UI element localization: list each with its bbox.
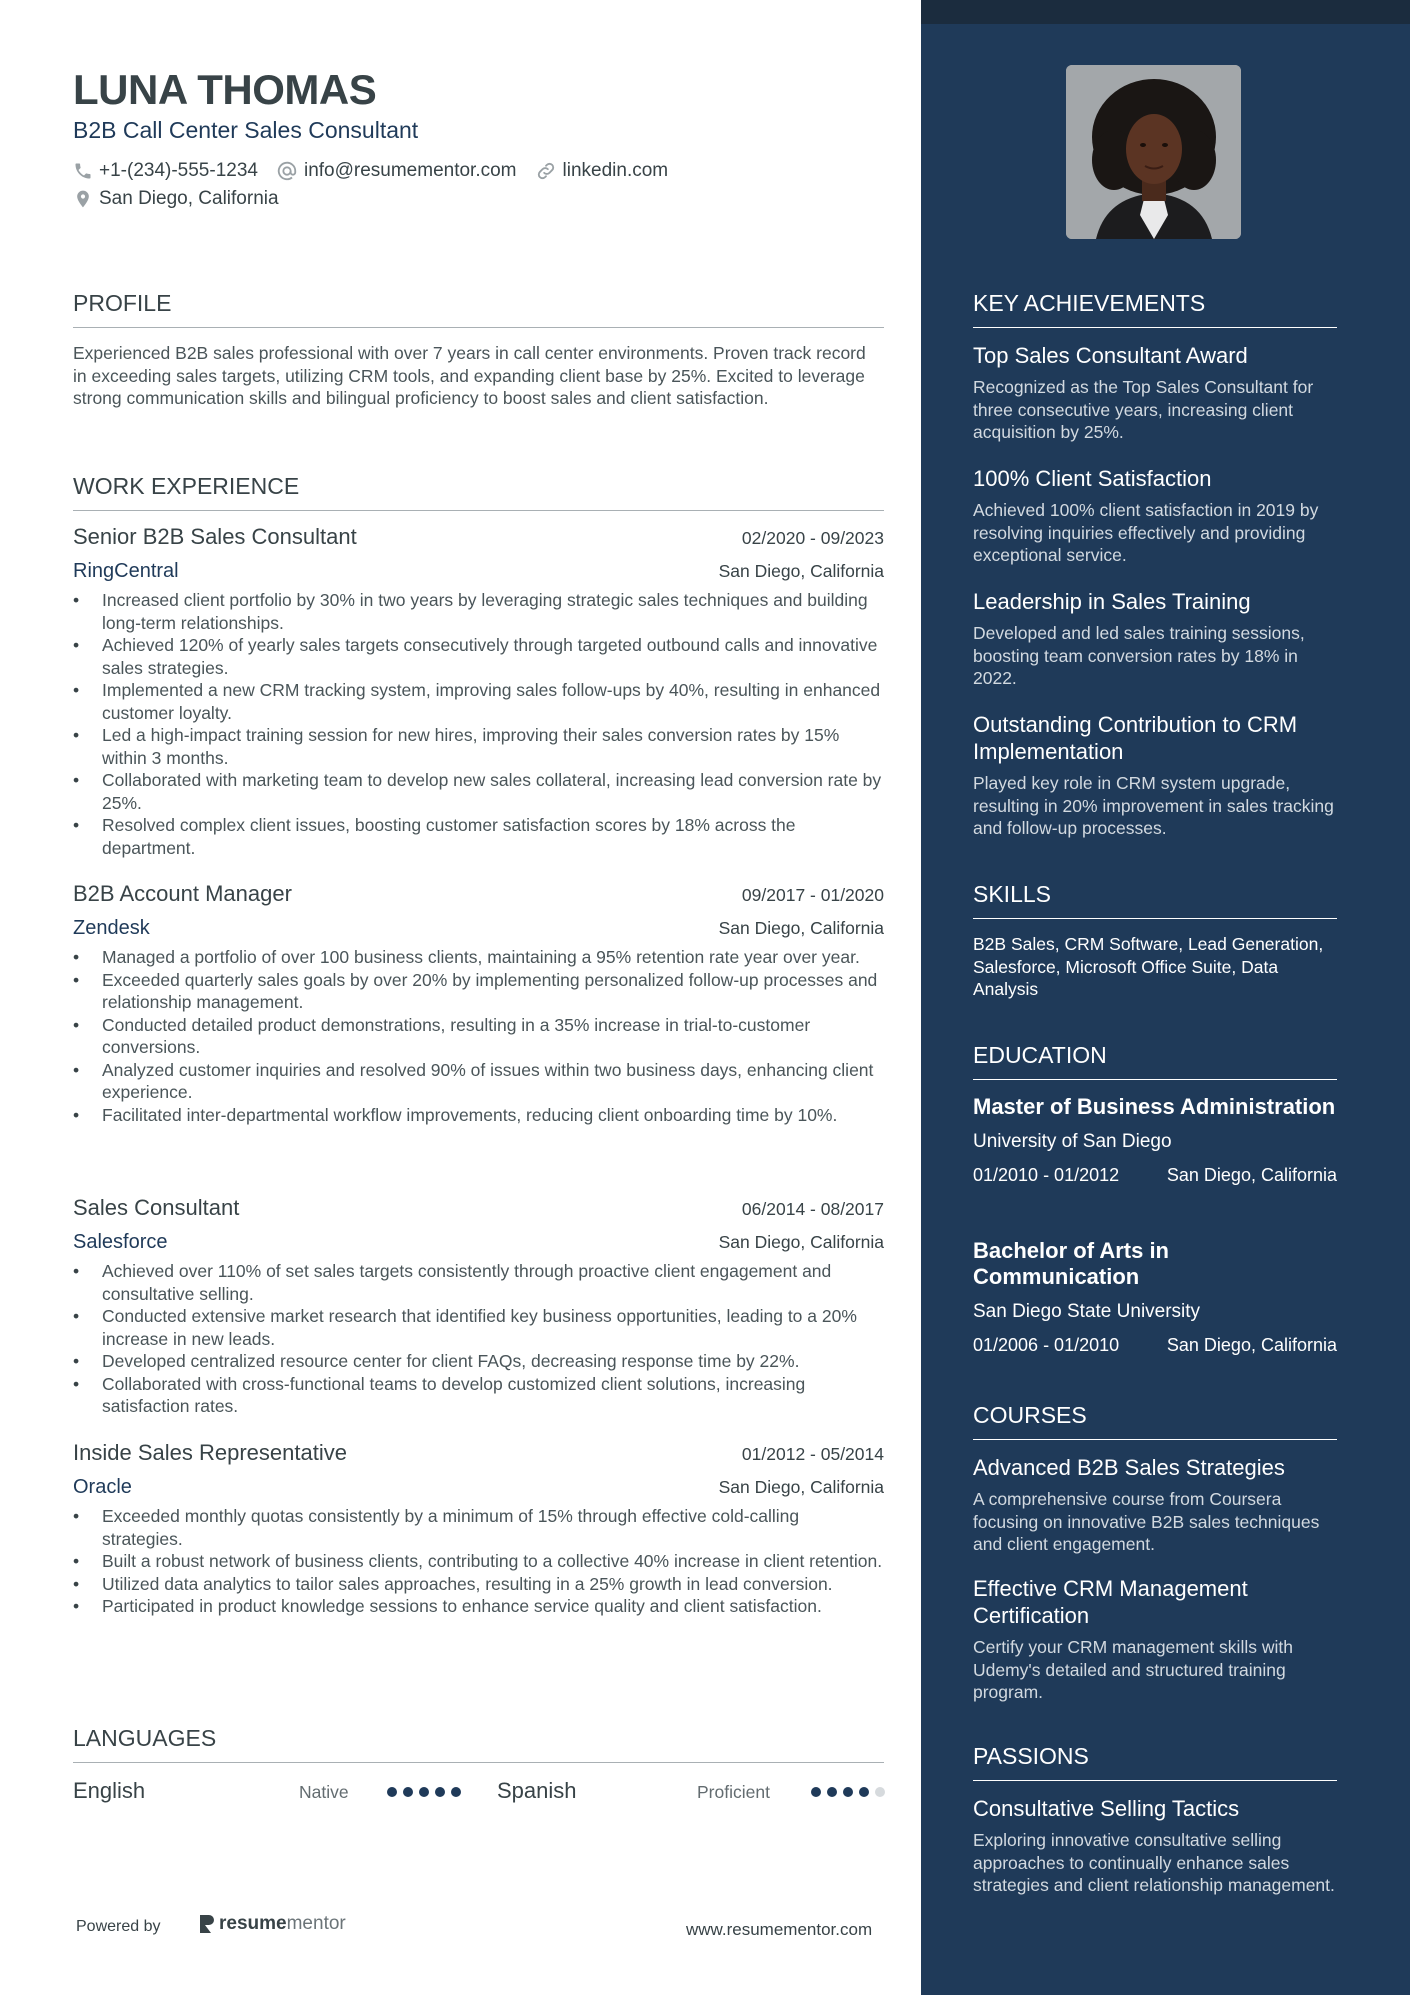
- course-desc: Certify your CRM management skills with Udemy's detailed and structured training program.: [973, 1637, 1293, 1702]
- education-item: [973, 1094, 1337, 1186]
- phone-text: +1-(234)-555-1234: [99, 160, 258, 181]
- link-icon: [535, 160, 557, 182]
- course-title: Effective CRM Management Certification: [973, 1576, 1248, 1628]
- rating-dot: [843, 1787, 853, 1797]
- location-text: San Diego, California: [99, 188, 279, 209]
- course-item: [973, 1454, 1337, 1556]
- skills-heading: SKILLS: [973, 881, 1337, 919]
- logo-text-bold: resume: [219, 1913, 287, 1934]
- achievement-item: [973, 711, 1337, 840]
- job-location: San Diego, California: [718, 1232, 884, 1252]
- phone-icon: [73, 161, 93, 181]
- email-text[interactable]: info@resumementor.com: [303, 160, 517, 181]
- achievement-desc: Achieved 100% client satisfaction in 2019 by resolving inquiries effectively and providing exceptional service.: [973, 500, 1319, 565]
- language-rating: [811, 1787, 891, 1797]
- contact-linkedin[interactable]: [535, 160, 669, 182]
- rating-dot: [435, 1787, 445, 1797]
- education-location: San Diego, California: [1166, 1165, 1337, 1185]
- education-degree: Master of Business Administration: [973, 1094, 1336, 1119]
- profile-heading: PROFILE: [73, 290, 884, 328]
- passions-heading: PASSIONS: [973, 1743, 1337, 1781]
- education-school: University of San Diego: [973, 1131, 1172, 1152]
- location-pin-icon: [73, 188, 93, 210]
- key-achievements-heading: KEY ACHIEVEMENTS: [973, 290, 1337, 328]
- education-school: San Diego State University: [973, 1301, 1201, 1322]
- job-role: Senior B2B Sales Consultant: [73, 524, 357, 549]
- job-dates: 02/2020 - 09/2023: [741, 528, 884, 548]
- location-row: [73, 188, 297, 210]
- bullet-item: • Collaborated with cross-functional teams to develop customized client solutions, increasing satisfaction rates.: [73, 1373, 884, 1418]
- profile-photo: [1066, 65, 1241, 239]
- education-heading: EDUCATION: [973, 1042, 1337, 1080]
- achievement-item: [973, 588, 1337, 690]
- bullet-item: • Resolved complex client issues, boosting customer satisfaction scores by 18% across the department.: [73, 814, 884, 859]
- bullet-item: • Utilized data analytics to tailor sales approaches, resulting in a 25% growth in lead conversion.: [73, 1573, 884, 1596]
- job-company: Salesforce: [73, 1231, 168, 1253]
- job-bullets: [73, 1505, 884, 1618]
- candidate-name: LUNA THOMAS: [73, 66, 377, 113]
- skills-text: B2B Sales, CRM Software, Lead Generation, Salesforce, Microsoft Office Suite, Data Analysis: [973, 934, 1324, 999]
- contact-phone: [73, 160, 258, 182]
- language-rating: [387, 1787, 467, 1797]
- course-desc: A comprehensive course from Coursera focusing on innovative B2B sales techniques and client engagement.: [973, 1489, 1320, 1554]
- job-location: San Diego, California: [718, 918, 884, 938]
- bullet-item: • Conducted extensive market research that identified key business opportunities, leading to a 20% increase in new leads.: [73, 1305, 884, 1350]
- education-item: [973, 1238, 1337, 1356]
- achievement-title: Outstanding Contribution to CRM Implementation: [973, 712, 1298, 764]
- languages-heading: LANGUAGES: [73, 1725, 884, 1763]
- achievement-desc: Recognized as the Top Sales Consultant for three consecutive years, increasing client acquisition by 25%.: [973, 377, 1314, 442]
- rating-dot: [419, 1787, 429, 1797]
- language-level: Native: [299, 1782, 349, 1802]
- website-link[interactable]: www.resumementor.com: [686, 1920, 873, 1939]
- contact-email[interactable]: [276, 160, 517, 182]
- job-bullets: [73, 946, 884, 1126]
- achievement-item: [973, 465, 1337, 567]
- bullet-item: • Managed a portfolio of over 100 business clients, maintaining a 95% retention rate year over year.: [73, 946, 884, 969]
- course-item: [973, 1575, 1337, 1704]
- job-role: Inside Sales Representative: [73, 1440, 347, 1465]
- sidebar-top-bar: [921, 0, 1410, 24]
- achievement-desc: Developed and led sales training sessions, boosting team conversion rates by 18% in 2022.: [973, 623, 1305, 688]
- achievement-title: 100% Client Satisfaction: [973, 466, 1212, 491]
- job-location: San Diego, California: [718, 561, 884, 581]
- job-bullets: [73, 1260, 884, 1418]
- bullet-item: • Exceeded quarterly sales goals by over 20% by implementing personalized follow-up processes and relationship management.: [73, 969, 884, 1014]
- bullet-item: • Implemented a new CRM tracking system, improving sales follow-ups by 40%, resulting in enhanced customer loyalty.: [73, 679, 884, 724]
- language-name: Spanish: [497, 1778, 577, 1803]
- job-entry: [73, 524, 884, 859]
- rating-dot: [451, 1787, 461, 1797]
- bullet-item: • Facilitated inter-departmental workflow improvements, reducing client onboarding time by 10%.: [73, 1104, 884, 1127]
- linkedin-text[interactable]: linkedin.com: [562, 160, 669, 181]
- contact-location: [73, 188, 279, 210]
- education-dates: 01/2010 - 01/2012: [973, 1165, 1120, 1185]
- achievement-title: Top Sales Consultant Award: [973, 343, 1248, 368]
- job-dates: 01/2012 - 05/2014: [741, 1444, 884, 1464]
- passion-desc: Exploring innovative consultative selling approaches to continually enhance sales strategies and client relationship management.: [973, 1830, 1335, 1895]
- resumementor-logo[interactable]: [198, 1913, 346, 1935]
- language-level: Proficient: [697, 1782, 770, 1802]
- rating-dot: [859, 1787, 869, 1797]
- language-name: English: [73, 1778, 146, 1803]
- education-location: San Diego, California: [1166, 1335, 1337, 1355]
- rating-dot: [811, 1787, 821, 1797]
- work-experience-heading: WORK EXPERIENCE: [73, 473, 884, 511]
- job-role: Sales Consultant: [73, 1195, 240, 1220]
- job-entry: [73, 1195, 884, 1418]
- achievement-item: [973, 342, 1337, 444]
- rating-dot: [827, 1787, 837, 1797]
- resumementor-logo-icon: [198, 1914, 216, 1934]
- bullet-item: • Collaborated with marketing team to develop new sales collateral, increasing lead conversion rate by 25%.: [73, 769, 884, 814]
- passion-title: Consultative Selling Tactics: [973, 1796, 1240, 1821]
- job-company: RingCentral: [73, 560, 179, 582]
- portrait-image: [1066, 65, 1241, 239]
- job-role: B2B Account Manager: [73, 881, 292, 906]
- job-location: San Diego, California: [718, 1477, 884, 1497]
- rating-dot: [875, 1787, 885, 1797]
- job-entry: [73, 881, 884, 1126]
- job-entry: [73, 1440, 884, 1618]
- logo-text-light: mentor: [286, 1913, 346, 1934]
- courses-heading: COURSES: [973, 1402, 1337, 1440]
- bullet-item: • Led a high-impact training session for new hires, improving their sales conversion rates by 15% within 3 months.: [73, 724, 884, 769]
- job-company: Zendesk: [73, 917, 150, 939]
- bullet-item: • Developed centralized resource center for client FAQs, decreasing response time by 22%.: [73, 1350, 884, 1373]
- rating-dot: [387, 1787, 397, 1797]
- bullet-item: • Achieved 120% of yearly sales targets consecutively through targeted outbound calls and innovative sales strategies.: [73, 634, 884, 679]
- bullet-item: • Built a robust network of business clients, contributing to a collective 40% increase in client retention.: [73, 1550, 884, 1573]
- bullet-item: • Exceeded monthly quotas consistently by a minimum of 15% through effective cold-calling strategies.: [73, 1505, 884, 1550]
- job-bullets: [73, 589, 884, 859]
- bullet-item: • Conducted detailed product demonstrations, resulting in a 35% increase in trial-to-customer conversions.: [73, 1014, 884, 1059]
- contact-row: [73, 160, 686, 182]
- education-degree: Bachelor of Arts in Communication: [973, 1238, 1169, 1289]
- powered-by-label: Powered by: [76, 1918, 161, 1935]
- job-dates: 09/2017 - 01/2020: [741, 885, 884, 905]
- bullet-item: • Analyzed customer inquiries and resolved 90% of issues within two business days, enhancing client experience.: [73, 1059, 884, 1104]
- rating-dot: [403, 1787, 413, 1797]
- profile-text: Experienced B2B sales professional with over 7 years in call center environments. Proven track record in exceeding sales targets, utilizing CRM tools, and expanding client base by 25%. Excited to leverage strong communication skills and bilingual proficiency to boost sales and client satisfaction.: [73, 343, 866, 408]
- bullet-item: • Participated in product knowledge sessions to enhance service quality and client satisfaction.: [73, 1595, 884, 1618]
- achievement-title: Leadership in Sales Training: [973, 589, 1251, 614]
- course-title: Advanced B2B Sales Strategies: [973, 1455, 1285, 1480]
- achievement-desc: Played key role in CRM system upgrade, resulting in 20% improvement in sales tracking and follow-up processes.: [973, 773, 1334, 838]
- job-title: B2B Call Center Sales Consultant: [73, 117, 419, 143]
- at-icon: [276, 160, 298, 182]
- languages-row: [73, 1778, 884, 1808]
- education-dates: 01/2006 - 01/2010: [973, 1335, 1120, 1355]
- bullet-item: • Achieved over 110% of set sales targets consistently through proactive client engagement and consultative selling.: [73, 1260, 884, 1305]
- job-company: Oracle: [73, 1476, 132, 1498]
- bullet-item: • Increased client portfolio by 30% in two years by leveraging strategic sales techniques and building long-term relationships.: [73, 589, 884, 634]
- job-dates: 06/2014 - 08/2017: [741, 1199, 884, 1219]
- passion-item: [973, 1795, 1337, 1897]
